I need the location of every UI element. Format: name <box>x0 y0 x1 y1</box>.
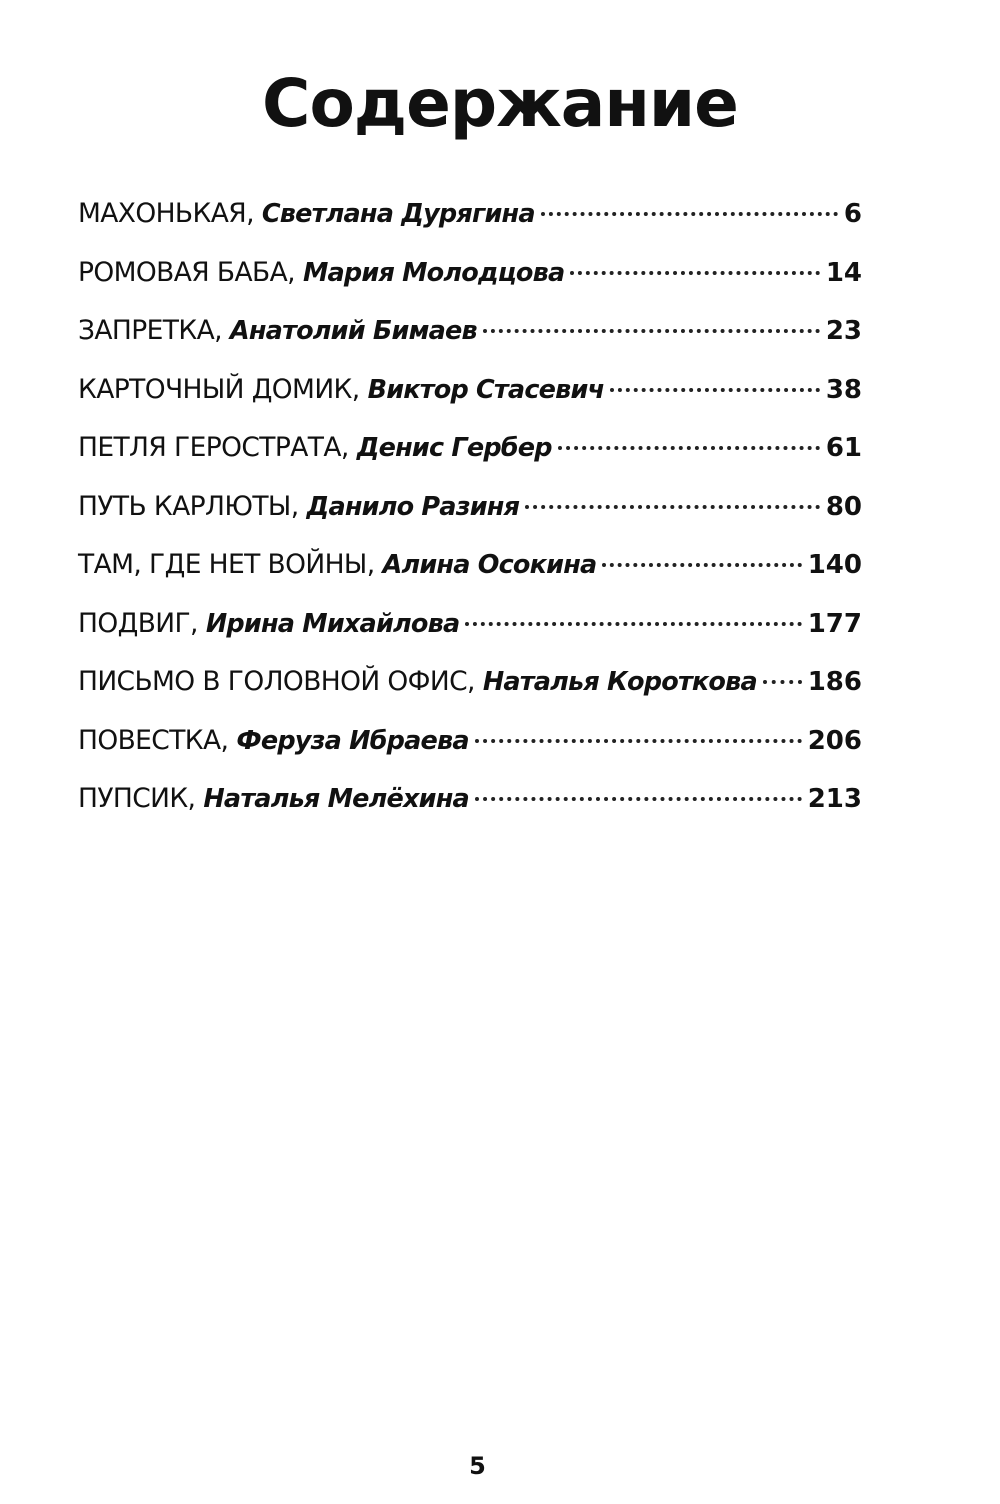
toc-entry-title: ПИСЬМО В ГОЛОВНОЙ ОФИС, <box>78 666 475 697</box>
toc-entry <box>78 257 862 316</box>
toc-entry-page: 61 <box>825 433 862 463</box>
toc-entry-title: ПУТЬ КАРЛЮТЫ, <box>78 490 299 522</box>
dot-leader <box>475 797 802 801</box>
toc-entry-title: ТАМ, ГДЕ НЕТ ВОЙНЫ, <box>78 549 375 580</box>
toc-entry-page: 186 <box>807 667 862 697</box>
toc-entry <box>78 666 862 725</box>
toc-entry-title: ПОВЕСТКА, <box>78 724 229 756</box>
toc-entry-title: ПОДВИГ, <box>78 607 198 639</box>
toc-entry-author: Данило Разиня <box>306 491 520 522</box>
toc-entry-page: 6 <box>843 199 862 229</box>
toc-entry-page: 177 <box>807 608 862 639</box>
toc-entry <box>78 608 862 667</box>
table-of-contents <box>78 198 862 842</box>
toc-entry <box>78 315 862 374</box>
dot-leader <box>525 505 820 509</box>
toc-entry <box>78 783 862 842</box>
toc-entry-author: Светлана Дурягина <box>261 199 535 229</box>
toc-entry-author: Виктор Стасевич <box>367 374 605 405</box>
toc-entry-author: Наталья Мелёхина <box>203 784 469 814</box>
toc-entry-title: МАХОНЬКАЯ, <box>78 198 254 229</box>
dot-leader <box>558 446 820 450</box>
dot-leader <box>570 271 819 275</box>
toc-entry <box>78 198 862 257</box>
toc-entry-title: ПУПСИК, <box>78 783 196 814</box>
toc-entry-page: 23 <box>825 316 862 346</box>
toc-entry-page: 206 <box>807 725 862 756</box>
toc-entry-title: ПЕТЛЯ ГЕРОСТРАТА, <box>78 432 349 463</box>
toc-entry-title: ЗАПРЕТКА, <box>78 315 222 346</box>
toc-entry-author: Ирина Михайлова <box>205 608 460 639</box>
toc-entry-page: 213 <box>807 784 862 814</box>
dot-leader <box>483 329 820 333</box>
toc-entry-page: 38 <box>825 374 862 405</box>
dot-leader <box>541 212 838 216</box>
toc-entry-author: Алина Осокина <box>382 550 597 580</box>
toc-entry-page: 140 <box>807 550 862 580</box>
toc-entry-author: Денис Гербер <box>356 433 552 463</box>
toc-entry-title: РОМОВАЯ БАБА, <box>78 256 295 288</box>
toc-entry-author: Феруза Ибраева <box>236 725 469 756</box>
toc-entry <box>78 491 862 550</box>
toc-entry-page: 80 <box>825 491 862 522</box>
toc-entry-author: Наталья Короткова <box>482 667 757 697</box>
dot-leader <box>763 680 802 684</box>
toc-entry <box>78 725 862 784</box>
dot-leader <box>465 622 801 626</box>
toc-entry <box>78 374 862 433</box>
page-number: 5 <box>469 1452 486 1480</box>
toc-entry <box>78 549 862 608</box>
dot-leader <box>602 563 801 567</box>
toc-entry-author: Анатолий Бимаев <box>229 316 477 346</box>
dot-leader <box>610 388 820 392</box>
toc-entry-title: КАРТОЧНЫЙ ДОМИК, <box>78 373 360 405</box>
dot-leader <box>475 739 802 743</box>
toc-entry-author: Мария Молодцова <box>302 257 565 288</box>
page-title: Содержание <box>262 65 738 142</box>
toc-entry <box>78 432 862 491</box>
toc-entry-page: 14 <box>825 257 862 288</box>
